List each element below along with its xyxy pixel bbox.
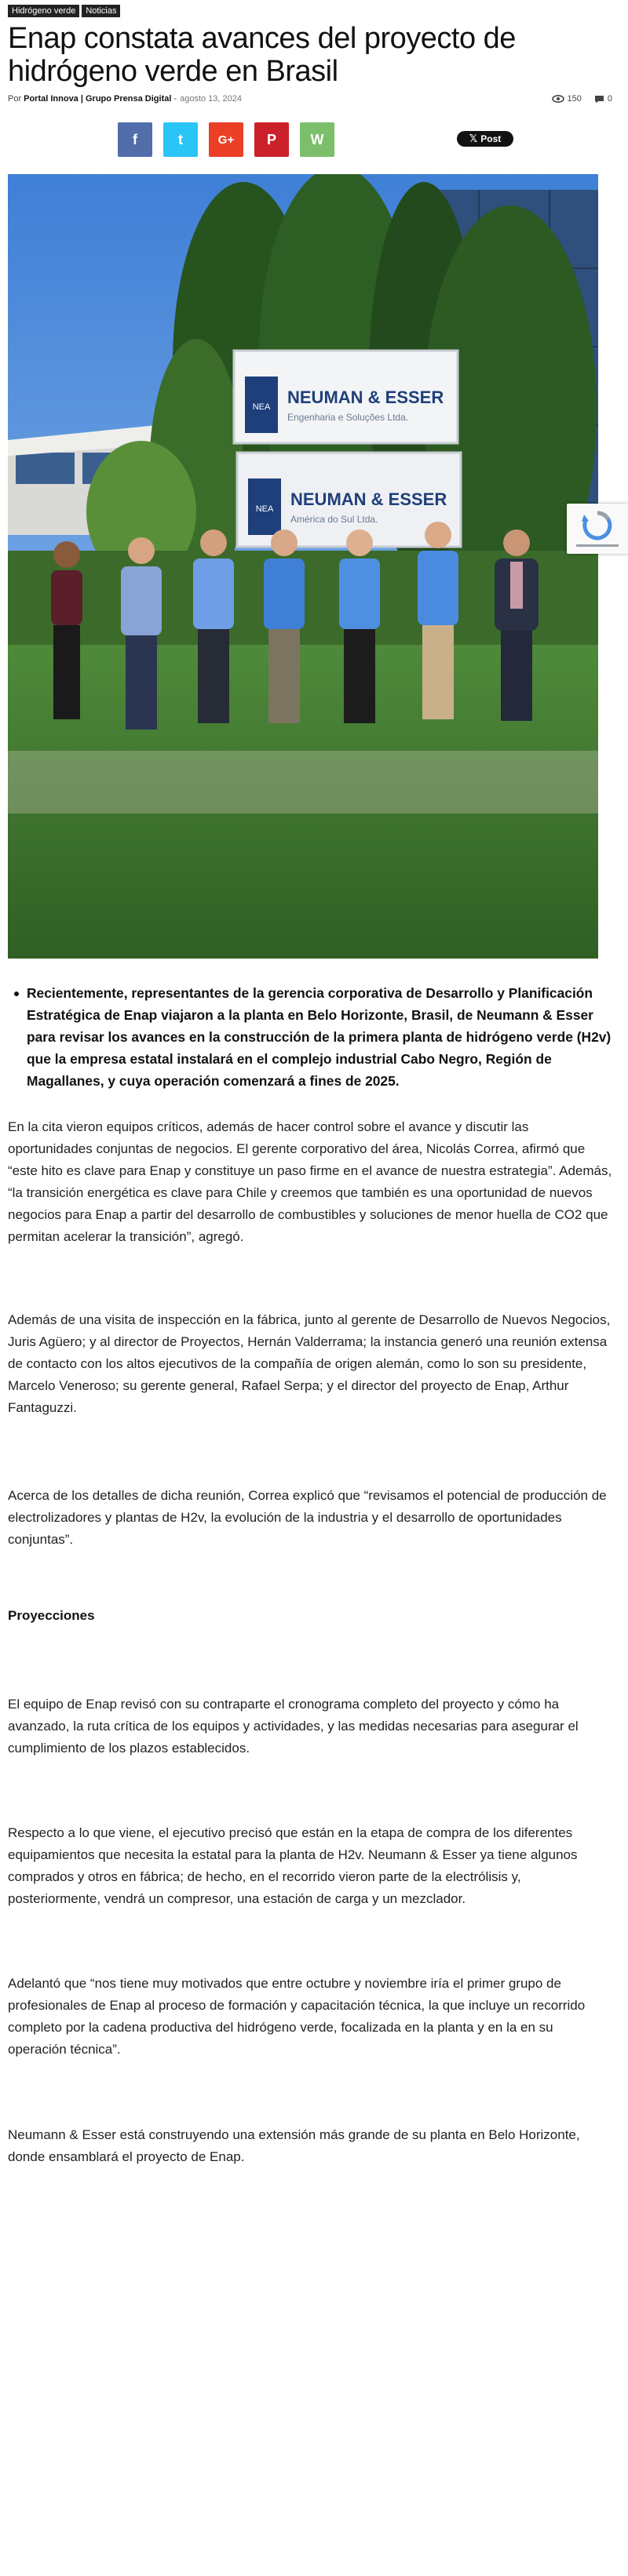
pinterest-icon: P	[266, 131, 276, 147]
company-sign-top	[234, 351, 458, 443]
paragraph-3: Acerca de los detalles de dicha reunión, Correa explicó que “revisamos el potencial de producción de electrolizadores y plantas de H2v, la evolución de la industria y el desarrollo de oportunidades conjuntas”.	[8, 1488, 607, 1547]
recaptcha-icon	[567, 504, 628, 554]
paragraph-1: En la cita vieron equipos críticos, además de hacer control sobre el avance y discutir las oportunidades conjuntas de negocios. El gerente corporativo del área, Nicolás Correa, afirmó que “este hito es clave para Enap y constituye un paso firme en el avance de nuestra estrategia”. Además, “la transición energética es clave para Chile y creemos que también es una oportunidad de nuevos negocios para Enap a partir del desarrollo de combustibles y soluciones de menor huella de CO2 que permitan acelerar la transición”, agregó.	[8, 1119, 612, 1244]
meta-separator: -	[173, 94, 177, 104]
share-twitter-button[interactable]	[163, 122, 198, 157]
recaptcha-badge[interactable]	[567, 504, 628, 554]
x-logo-icon: 𝕏	[469, 133, 478, 144]
article-title: Enap constata avances del proyecto de hidrógeno verde en Brasil	[8, 22, 516, 88]
x-post-button[interactable]	[457, 131, 513, 147]
section-heading-proyecciones: Proyecciones	[8, 1608, 95, 1623]
whatsapp-icon: W	[310, 131, 324, 147]
svg-text:Engenharia e Soluções Ltda.: Engenharia e Soluções Ltda.	[287, 412, 409, 423]
tag-noticias[interactable]: Noticias	[82, 5, 120, 17]
svg-text:NEUMAN & ESSER: NEUMAN & ESSER	[290, 489, 447, 509]
share-buttons	[118, 122, 334, 157]
tag-hidrogeno-verde[interactable]: Hidrógeno verde	[8, 5, 79, 17]
svg-text:América do Sul Ltda.: América do Sul Ltda.	[290, 514, 378, 525]
googleplus-icon: G+	[217, 133, 235, 147]
share-facebook-button[interactable]	[118, 122, 152, 157]
comments-value: 0	[607, 94, 612, 104]
eye-icon	[552, 95, 564, 103]
share-whatsapp-button[interactable]	[300, 122, 334, 157]
group-photo-illustration	[8, 174, 598, 959]
paragraph-7: Neumann & Esser está construyendo una extensión más grande de su planta en Belo Horizonte, donde ensamblará el proyecto de Enap.	[8, 2127, 580, 2164]
paragraph-2: Además de una visita de inspección en la fábrica, junto al gerente de Desarrollo de Nuevos Negocios, Juris Agüero; y al director de Proyectos, Hernán Valderrama; la instancia generó una reunión extensa de contacto con los altos ejecutivos de la compañía de origen alemán, como lo son su presidente, Marcelo Veneroso; su gerente general, Rafael Serpa; y el director del proyecto de Enap, Arthur Fantaguzzi.	[8, 1312, 611, 1415]
lead-paragraph: Recientemente, representantes de la gerencia corporativa de Desarrollo y Planificación Estratégica de Enap viajaron a la planta en Belo Horizonte, Brasil, de Neumann & Esser para revisar los avances en la construcción de la primera planta de hidrógeno verde (H2v) que la empresa estatal instalará en el complejo industrial Cabo Negro, Región de Magallanes, y cuya operación comenzará a fines de 2025.	[27, 985, 612, 1089]
author-link[interactable]: Portal Innova | Grupo Prensa Digital	[24, 94, 172, 104]
lead-bullet-list	[27, 982, 617, 1092]
svg-text:NEA: NEA	[255, 504, 274, 514]
paragraph-5: Respecto a lo que viene, el ejecutivo precisó que están en la etapa de compra de los diferentes equipamientos que necesita la estatal para la planta de H2v. Neumann & Esser ya tiene algunos comprados y otros en fábrica; de hecho, en el recorrido vieron parte de la electrólisis y, posteriormente, vendrá un compresor, una estación de carga y un mezclador.	[8, 1825, 578, 1906]
share-pinterest-button[interactable]	[254, 122, 289, 157]
category-tags	[8, 5, 120, 17]
comments-count[interactable]	[594, 94, 612, 104]
paragraph-4: El equipo de Enap revisó con su contraparte el cronograma completo del proyecto y cómo ha avanzado, la ruta crítica de los equipos y actividades, y las medidas necesarias para asegurar el cumplimiento de los plazos establecidos.	[8, 1697, 579, 1756]
share-googleplus-button[interactable]	[209, 122, 243, 157]
views-count	[552, 94, 582, 104]
facebook-icon: f	[133, 131, 137, 147]
article-meta	[8, 94, 612, 104]
article-featured-photo	[8, 174, 598, 959]
svg-text:NEUMAN & ESSER: NEUMAN & ESSER	[287, 387, 444, 407]
publish-date: agosto 13, 2024	[180, 94, 242, 104]
paragraph-6: Adelantó que “nos tiene muy motivados que entre octubre y noviembre iría el primer grupo de profesionales de Enap al proceso de formación y capacitación técnica, la que incluye un recorrido completo por la cadena productiva del hidrógeno verde, focalizada en la planta y en la en su operación técnica”.	[8, 1976, 586, 2057]
svg-text:NEA: NEA	[252, 402, 271, 412]
views-value: 150	[567, 94, 582, 104]
comment-icon	[594, 95, 604, 104]
x-post-label: Post	[480, 133, 502, 144]
by-label: Por	[8, 94, 22, 104]
twitter-icon: t	[178, 131, 183, 147]
